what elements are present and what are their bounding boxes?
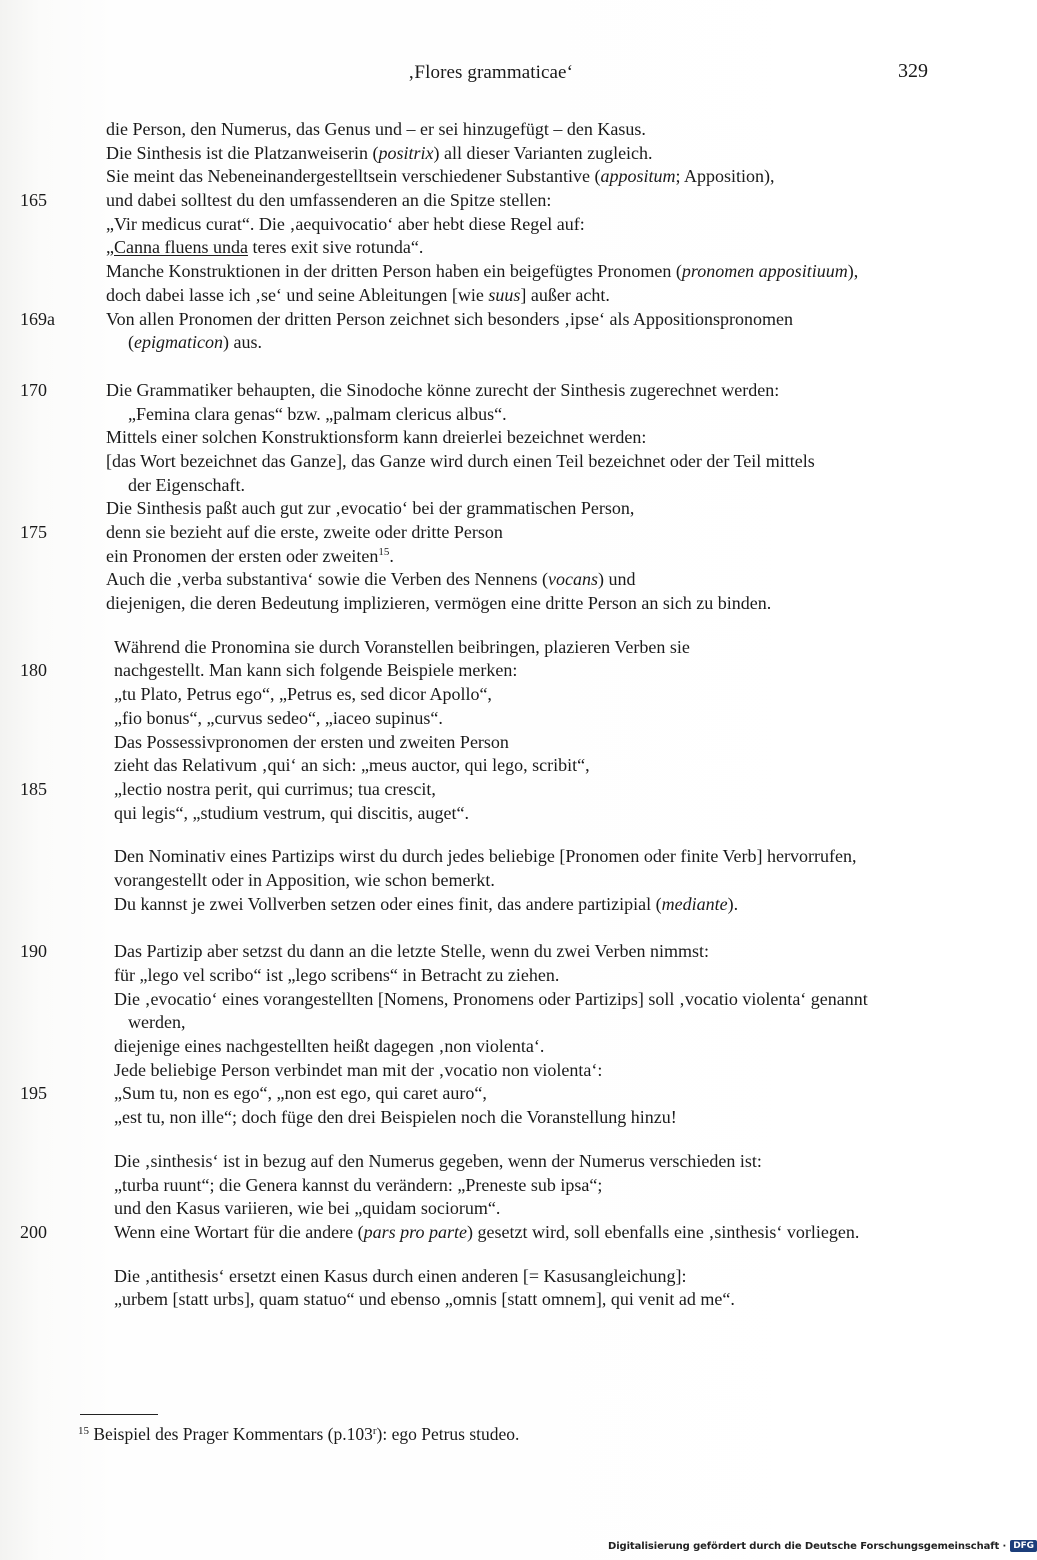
text-line: [0, 893, 1000, 917]
line-text: [114, 659, 517, 683]
footnote-marker: 15: [78, 1425, 89, 1437]
footnote-text-after: ): ego Petrus studeo.: [376, 1424, 520, 1444]
italic-term: appositum: [600, 166, 676, 187]
paragraph-gap: [0, 616, 1000, 636]
line-text: [106, 592, 771, 616]
page-number: 329: [898, 60, 928, 82]
line-text: [106, 118, 646, 142]
text-line: [0, 1197, 1000, 1221]
line-text: [106, 236, 423, 260]
footnote-text-before: Beispiel des Prager Kommentars (p.103: [89, 1424, 373, 1444]
text-segment: ein Pronomen der ersten oder zweiten: [106, 545, 379, 566]
text-line: [0, 1035, 1000, 1059]
text-line: [0, 636, 1000, 660]
text-line: [0, 731, 1000, 755]
text-segment: Du kannst je zwei Vollverben setzen oder eines finit, das andere partizipial (: [114, 893, 662, 914]
text-segment: Die ‚antithesis‘ ersetzt einen Kasus durch einen anderen [= Kasusangleichung]:: [114, 1265, 687, 1286]
text-segment: Die Sinthesis ist die Platzanweiserin (: [106, 142, 379, 163]
line-number: 175: [20, 522, 47, 542]
text-line: [0, 308, 1000, 332]
text-line: [0, 142, 1000, 166]
paragraph-gap: [0, 825, 1000, 845]
text-line: [0, 1059, 1000, 1083]
text-segment: nachgestellt. Man kann sich folgende Beispiele merken:: [114, 660, 518, 681]
text-line: [0, 497, 1000, 521]
underlined-phrase: Canna fluens unda: [114, 237, 248, 258]
text-line: [0, 213, 1000, 237]
text-line: [0, 521, 1000, 545]
line-text: [114, 802, 469, 826]
text-line: [0, 778, 1000, 802]
line-text: [106, 450, 815, 474]
line-text: [106, 308, 793, 332]
text-line: [0, 988, 1000, 1012]
text-segment: denn sie bezieht auf die erste, zweite oder dritte Person: [106, 522, 503, 542]
text-segment: „Sum tu, non es ego“, „non est ego, qui caret auro“,: [114, 1083, 487, 1104]
text-line: [0, 754, 1000, 778]
text-line: [0, 284, 1000, 308]
text-segment: Die ‚evocatio‘ eines vorangestellten [Nomens, Pronomens oder Partizips] soll ‚vocatio violenta‘ genannt: [114, 988, 868, 1009]
text-line: [0, 379, 1000, 403]
text-segment: ) gesetzt wird, soll ebenfalls eine ‚sinthesis‘ vorliegen.: [467, 1221, 860, 1242]
text-segment: Die Sinthesis paßt auch gut zur ‚evocatio‘ bei der grammatischen Person,: [106, 498, 635, 519]
line-text: [114, 964, 559, 988]
paragraph-gap: [0, 355, 1000, 379]
line-number: 195: [20, 1083, 47, 1104]
line-text: [114, 1197, 500, 1221]
credit-text: Digitalisierung gefördert durch die Deutsche Forschungsgemeinschaft ·: [608, 1541, 1007, 1552]
text-line: [0, 450, 1000, 474]
line-text: [106, 189, 551, 213]
text-segment: ] außer acht.: [520, 284, 610, 305]
text-segment: ).: [727, 893, 739, 914]
text-segment: für „lego vel scribo“ ist „lego scribens“ in Betracht zu ziehen.: [114, 965, 560, 985]
text-line: [0, 426, 1000, 450]
text-line: [0, 964, 1000, 988]
line-text: [106, 497, 634, 521]
text-segment: (: [128, 332, 134, 353]
text-segment: „turba ruunt“; die Genera kannst du verändern: „Preneste sub ipsa“;: [114, 1174, 603, 1195]
text-line: [0, 1221, 1000, 1245]
line-text: [114, 754, 590, 778]
line-text: [106, 260, 858, 284]
text-segment: Auch die ‚verba substantiva‘ sowie die Verben des Nennens (: [106, 569, 549, 590]
line-text: [106, 568, 636, 592]
text-line: [0, 545, 1000, 569]
line-number: 165: [20, 190, 47, 211]
italic-term: positrix: [378, 142, 434, 163]
text-line: [0, 707, 1000, 731]
line-text: [106, 284, 610, 308]
line-text: [114, 707, 443, 731]
text-line: [0, 659, 1000, 683]
text-line: [0, 683, 1000, 707]
line-text: [114, 893, 738, 917]
text-segment: Während die Pronomina sie durch Voranstellen beibringen, plazieren Verben sie: [114, 636, 690, 657]
text-line: [0, 331, 1000, 355]
italic-term: pars pro parte: [363, 1221, 467, 1242]
line-text: [106, 521, 503, 545]
paragraph-gap: [0, 916, 1000, 940]
line-text: [114, 1059, 602, 1083]
text-line: [0, 189, 1000, 213]
line-text: [106, 545, 394, 569]
text-segment: teres exit sive rotunda“.: [247, 237, 424, 258]
dfg-logo: DFG: [1010, 1540, 1037, 1552]
text-segment: werden,: [128, 1012, 186, 1033]
line-text: [106, 213, 585, 237]
text-segment: .: [389, 545, 394, 566]
line-text: [106, 426, 646, 450]
text-segment: ),: [847, 261, 859, 282]
text-line: [0, 403, 1000, 427]
italic-term: pronomen appositiuum: [681, 261, 848, 282]
text-segment: Mittels einer solchen Konstruktionsform kann dreierlei bezeichnet werden:: [106, 427, 647, 448]
footnote-divider: [80, 1414, 158, 1415]
line-text: [128, 1011, 185, 1035]
line-text: [114, 1288, 735, 1312]
text-segment: „fio bonus“, „curvus sedeo“, „iaceo supinus“.: [114, 707, 443, 728]
running-head-title: ‚Flores grammaticae‘: [408, 62, 574, 83]
text-segment: „urbem [statt urbs], quam statuo“ und ebenso „omnis [statt omnem], qui venit ad me“.: [114, 1289, 735, 1310]
line-text: [114, 683, 492, 707]
line-text: [114, 988, 868, 1012]
text-segment: die Person, den Numerus, das Genus und – er sei hinzugefügt – den Kasus.: [106, 119, 646, 139]
text-segment: Von allen Pronomen der dritten Person zeichnet sich besonders ‚ipse‘ als Appositionspronomen: [106, 308, 794, 329]
text-line: [0, 802, 1000, 826]
text-line: [0, 1150, 1000, 1174]
italic-term: epigmaticon: [134, 332, 223, 353]
text-line: [0, 1265, 1000, 1289]
text-segment: doch dabei lasse ich ‚se‘ und seine Ableitungen [wie: [106, 284, 489, 305]
line-number: 169a: [20, 308, 55, 329]
line-text: [114, 845, 856, 869]
digitization-credit: [608, 1540, 1037, 1552]
text-segment: „est tu, non ille“; doch füge den drei Beispielen noch die Voranstellung hinzu!: [114, 1107, 677, 1128]
text-segment: der Eigenschaft.: [128, 474, 245, 495]
line-number: 200: [20, 1221, 47, 1242]
line-text: [114, 1150, 762, 1174]
line-text: [114, 778, 436, 802]
text-segment: Das Possessivpronomen der ersten und zweiten Person: [114, 731, 509, 752]
main-text: [0, 118, 1000, 1312]
text-segment: zieht das Relativum ‚qui‘ an sich: „meus auctor, qui lego, scribit“,: [114, 755, 590, 776]
text-segment: „Vir medicus curat“. Die ‚aequivocatio‘ aber hebt diese Regel auf:: [106, 213, 585, 234]
text-segment: Sie meint das Nebeneinandergestelltsein verschiedener Substantive (: [106, 166, 601, 187]
text-line: [0, 1106, 1000, 1130]
footnote-superscript-r: r: [372, 1425, 377, 1437]
text-segment: „tu Plato, Petrus ego“, „Petrus es, sed dicor Apollo“,: [114, 684, 492, 705]
text-line: [0, 568, 1000, 592]
text-segment: Die Grammatiker behaupten, die Sinodoche könne zurecht der Sinthesis zugerechnet werden:: [106, 379, 780, 400]
text-line: [0, 236, 1000, 260]
line-text: [114, 1174, 602, 1198]
italic-term: suus: [488, 284, 521, 305]
text-segment: diejenige eines nachgestellten heißt dagegen ‚non violenta‘.: [114, 1036, 545, 1057]
text-line: [0, 118, 1000, 142]
line-text: [106, 379, 779, 403]
line-text: [114, 1106, 677, 1130]
line-text: [114, 1265, 686, 1289]
text-segment: diejenigen, die deren Bedeutung implizieren, vermögen eine dritte Person an sich zu binden.: [106, 593, 772, 614]
text-segment: ) aus.: [222, 332, 262, 353]
text-line: [0, 1288, 1000, 1312]
italic-term: mediante: [661, 893, 728, 914]
text-segment: qui legis“, „studium vestrum, qui discitis, auget“.: [114, 802, 469, 823]
line-text: [114, 940, 709, 964]
line-text: [114, 1035, 544, 1059]
text-line: [0, 1082, 1000, 1106]
text-segment: „lectio nostra perit, qui currimus; tua crescit,: [114, 778, 436, 799]
text-segment: ) und: [598, 569, 636, 590]
line-number: 190: [20, 941, 47, 962]
text-line: [0, 940, 1000, 964]
text-segment: [das Wort bezeichnet das Ganze], das Ganze wird durch einen Teil bezeichnet oder der Teil mittels: [106, 450, 815, 471]
text-segment: ; Apposition),: [675, 166, 775, 187]
text-segment: ) all dieser Varianten zugleich.: [433, 142, 653, 163]
text-segment: Den Nominativ eines Partizips wirst du durch jedes beliebige [Pronomen oder finite Verb] hervorrufen,: [114, 846, 857, 867]
text-segment: vorangestellt oder in Apposition, wie schon bemerkt.: [114, 869, 495, 890]
text-line: [0, 1011, 1000, 1035]
text-segment: und den Kasus variieren, wie bei „quidam sociorum“.: [114, 1198, 501, 1219]
line-text: [114, 636, 690, 660]
text-line: [0, 260, 1000, 284]
paragraph-gap: [0, 1245, 1000, 1265]
text-segment: und dabei solltest du den umfassenderen an die Spitze stellen:: [106, 190, 552, 211]
text-line: [0, 1174, 1000, 1198]
text-segment: „: [106, 237, 114, 258]
text-segment: „Femina clara genas“ bzw. „palmam clericus albus“.: [128, 403, 507, 424]
line-number: 180: [20, 660, 47, 681]
text-line: [0, 869, 1000, 893]
line-text: [128, 474, 245, 498]
line-number: 170: [20, 379, 47, 400]
line-text: [106, 142, 653, 166]
italic-term: vocans: [548, 569, 599, 590]
line-text: [106, 165, 775, 189]
paragraph-gap: [0, 1130, 1000, 1150]
text-line: [0, 845, 1000, 869]
line-text: [114, 869, 495, 893]
text-line: [0, 592, 1000, 616]
text-segment: Wenn eine Wortart für die andere (: [114, 1221, 364, 1242]
footnote-reference: 15: [378, 545, 390, 558]
line-text: [128, 403, 507, 427]
text-segment: Manche Konstruktionen in der dritten Person haben ein beigefügtes Pronomen (: [106, 261, 682, 282]
text-line: [0, 474, 1000, 498]
text-segment: Das Partizip aber setzst du dann an die letzte Stelle, wenn du zwei Verben nimmst:: [114, 941, 710, 962]
text-segment: Die ‚sinthesis‘ ist in bezug auf den Numerus gegeben, wenn der Numerus verschieden ist:: [114, 1150, 762, 1171]
line-text: [114, 1082, 487, 1106]
footnote: [78, 1424, 519, 1445]
line-text: [128, 331, 262, 355]
line-text: [114, 731, 509, 755]
text-segment: Jede beliebige Person verbindet man mit der ‚vocatio non violenta‘:: [114, 1059, 603, 1080]
text-line: [0, 165, 1000, 189]
line-text: [114, 1221, 859, 1245]
line-number: 185: [20, 778, 47, 799]
